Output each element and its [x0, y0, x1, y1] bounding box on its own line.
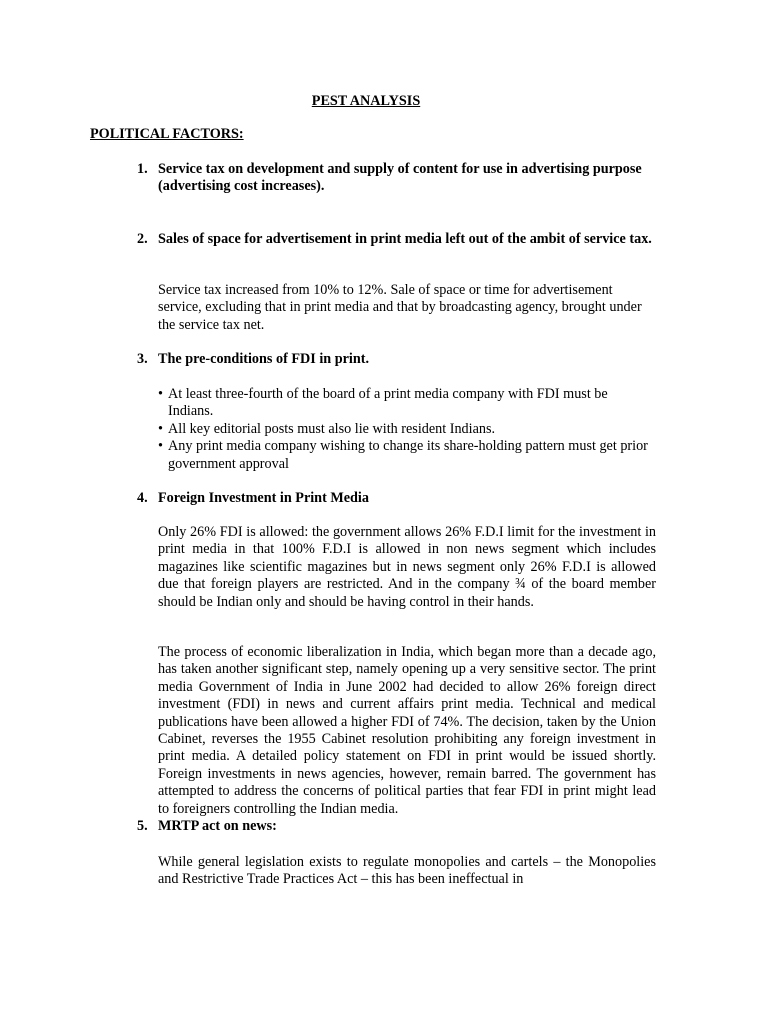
paragraph-fdi-limit: Only 26% FDI is allowed: the government allows 26% F.D.I limit for the investment in print media in that 100% F.D.I is allowed in non news segment which includes magazines like scientific magazines but in news segment only 26% F.D.I is allowed due that foreign players are restricted. And in the company ¾ of the board member should be Indian only and should be having control in their hands. — [158, 524, 656, 610]
bullet-item: • All key editorial posts must also lie with resident Indians. — [158, 420, 496, 437]
bullet-icon: • — [158, 438, 163, 455]
list-item-5 — [137, 818, 657, 835]
list-item-2 — [137, 231, 657, 248]
section-heading-political: POLITICAL FACTORS: — [90, 126, 244, 142]
bullet-list-fdi-preconditions — [158, 386, 656, 473]
document-title: PEST ANALYSIS — [311, 93, 421, 109]
bullet-icon: • — [158, 420, 163, 437]
item-number: 2. — [137, 231, 148, 247]
paragraph-economic-liberalization: The process of economic liberalization in India, which began more than a decade ago, has taken another significant step, namely opening up a very sensitive sector. The print media Government of India in June 2002 had decided to allow 26% foreign direct investment (FDI) in news and current affairs print media. Technical and medical publications have been allowed a higher FDI of 74%. The decision, taken by the Union Cabinet, reverses the 1955 Cabinet resolution prohibiting any foreign investment in print media. A detailed policy statement on FDI in print would be issued shortly. Foreign investments in news agencies, however, remain barred. The government has attempted to address the concerns of political parties that fear FDI in print might lead to foreigners controlling the Indian media. — [158, 644, 656, 817]
list-item-3 — [137, 351, 657, 368]
item-number: 1. — [137, 161, 148, 177]
item-title: MRTP act on news: — [158, 818, 277, 834]
item-title: Service tax on development and supply of content for use in advertising purpose (advertising cost increases). — [158, 161, 642, 195]
bullet-icon: • — [158, 386, 163, 402]
item-number: 5. — [137, 818, 148, 834]
list-item-1 — [137, 161, 657, 196]
item-title: Foreign Investment in Print Media — [158, 490, 369, 506]
item-title: Sales of space for advertisement in print media left out of the ambit of service tax. — [158, 231, 652, 247]
paragraph-mrtp: While general legislation exists to regulate monopolies and cartels – the Monopolies and Restrictive Trade Practices Act – this has been ineffectual in — [158, 854, 656, 888]
item-title: The pre-conditions of FDI in print. — [158, 351, 369, 367]
bullet-item: • Any print media company wishing to change its share-holding pattern must get prior government approval — [158, 438, 648, 472]
list-item-4 — [137, 490, 657, 507]
item-number: 4. — [137, 490, 148, 506]
bullet-item: • At least three-fourth of the board of a print media company with FDI must be Indians. — [158, 386, 608, 420]
paragraph-service-tax: Service tax increased from 10% to 12%. Sale of space or time for advertisement service, excluding that in print media and that by broadcasting agency, brought under the service tax net. — [158, 282, 642, 333]
item-number: 3. — [137, 351, 148, 367]
